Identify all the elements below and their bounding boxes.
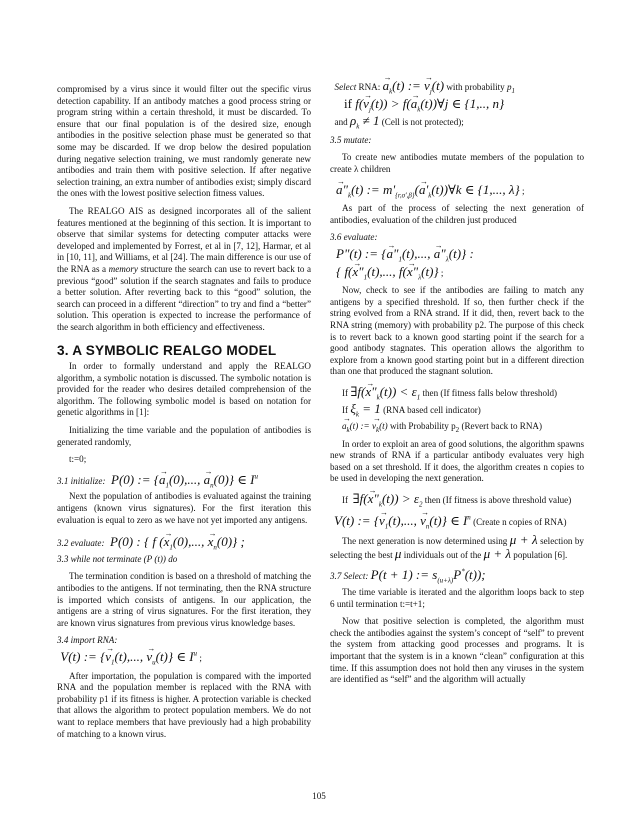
paragraph: To create new antibodies mutate members of the population to create λ children	[330, 152, 584, 174]
equation-copies	[334, 512, 584, 531]
paragraph: Now, check to see if the antibodies are failing to match any antigens by a specified threshold. If so, then further check if the string evolved from a RNA strand. If it did, then, revert back to the RNA string (memory) with probability p2. The purpose of this check is to revert back to a known good starting point if the search for a good antibody stagnates. This operation allows the algorithm to explore from a known good starting point but in a different direction than one that produced the stagnant solution.	[330, 285, 584, 377]
equation: → $a_k(t)$ := → $v_k(t)$	[342, 421, 388, 431]
text: with probability	[446, 82, 505, 92]
equation: ∃f(→ $x"_k(t)) > \varepsilon_2$	[353, 491, 423, 506]
equation: { $f(\to x"_1(t)$,..., $f(\to x"_\lambda(t)\}$	[336, 264, 439, 279]
text: The REALGO AIS as designed incorporates all of the salient features mentioned at the beginning of this section. It is important to observe that similar systems for detecting computer attacks were developed and implemented by Forrest, et al in [7, 12], Harmar, et al in [10, 11], and Williams, et al [24]. The main difference is our use of the RNA as a	[57, 205, 311, 274]
equation: P"(t) := {→ $a"_1(t)$,..., → $a"_\lambda(t)$} :	[336, 246, 474, 261]
step-label: 3.1 initialize:	[57, 475, 106, 486]
statement: t:=0;	[69, 454, 87, 465]
equation-import: V(t) := {→ $v_1(t)$,..., → $v_u(t)$} ∈ $I^u$ ;	[57, 651, 311, 665]
page-number: 105	[312, 791, 326, 801]
equation: $\xi_k = 1$	[350, 401, 381, 420]
step-label: 3.4 import RNA:	[57, 635, 118, 646]
paragraph: After importation, the population is compared with the imported RNA and the population member is replaced with the RNA with probability p1 if its fitness is higher. A protection variable is checked that allows the algorithm to protect population members. We do not want to replace members that have previously had a high probability of matching to a known virus.	[57, 670, 311, 739]
section-heading: 3. A SYMBOLIC REALGO MODEL	[57, 343, 277, 359]
equation-initialize	[57, 471, 311, 490]
text: memory	[108, 263, 138, 274]
text: The next generation is now determined using	[342, 536, 508, 547]
paragraph: As part of the process of selecting the next generation of antibodies, evaluation of the children just produced	[330, 203, 584, 225]
text: (Create n copies of RNA)	[473, 516, 567, 527]
equation: → $a_k(t)$ := → $v_j(t)$	[383, 78, 445, 93]
equation: $\rho_k \ne 1$	[349, 113, 380, 131]
paragraph: The time variable is iterated and the algorithm loops back to step 6 until termination t:=t+1;	[330, 587, 584, 609]
equation: if $f(\to v_j(t)) > f(\to$ $a_k(t))\forall j$ ∈ {1,.., n}	[344, 96, 504, 111]
condition-2: If $\xi_k = 1$ (RNA based cell indicator)	[342, 401, 481, 420]
paragraph: compromised by a virus since it would filter out the specific virus detection capability. If an antibody matches a good process string or program string within a certain threshold, it must be discarded. To ensure that our final population is of the desired size, enough antibodies in the positive selection phase must be generated so that some may be discarded. If we drop below the desired population during negative selection training, we must randomly generate new antibodies and train them with positive selection. If after negative selection training, an extra number of antibodies exist; simply discard the ones with the lowest positive selection fitness values.	[57, 84, 311, 199]
equation: ∃f(→ $x"_k(t)) < \varepsilon_1$	[350, 384, 420, 399]
equation-mutate: → $a"_k(t)$ := $m'_{\{r,\sigma',\beta\}}(\to$ $a'_k(t))\forall k$ ∈ {1,..., λ} ;	[336, 184, 584, 198]
text: (Cell is not protected);	[381, 117, 464, 128]
left-column	[57, 0, 311, 740]
paragraph: The next generation is now determined using μ + λ selection by selecting the best μ individuals out of the μ + λ population [6].	[330, 532, 584, 561]
paragraph: Now that positive selection is completed, the algorithm must check the antibodies against the system’s concept of “self” to prevent the system from attacking good processes and programs. It is important that the system is in a known “clean” configuration at this time. If this assumption does not hold then any viruses in the system are identified as “self” and the algorithm will actually	[330, 616, 584, 685]
step-label: 3.7 Select:	[330, 571, 369, 582]
paragraph: Next the population of antibodies is evaluated against the training antigens (known virus signatures). For the first iteration this evaluation is equal to zero as we have not yet imported any antigens.	[57, 491, 311, 525]
paragraph: In order to formally understand and apply the REALGO algorithm, a symbolic notation is discussed. The symbolic notation is provided for the reader who desires detailed comprehension of the algorithm. The following symbolic model is based on notation for genetic algorithms in [1]:	[57, 361, 311, 418]
equation-evaluate	[57, 536, 311, 550]
equation: P(0) := {→ $a_1(0)$,..., → $a_n(0)$} ∈ $I^u$	[108, 472, 258, 487]
equation: V(t) := {→ $v_1(t)$,..., → $v_n(t)$} ∈ $I^n$	[334, 513, 471, 528]
equation: → $a"_k(t)$ := $m'_{\{r,\sigma',\beta\}}(\to$ $a'_k(t))\forall k$ ∈ {1,..., λ}	[336, 182, 520, 197]
text: Select	[334, 82, 357, 92]
text: and	[334, 117, 348, 128]
text: structure the search can use to revert back to a previous “good” solution if the search stagnates and fails to produce a better solution. After reverting back to this “good” solution, the search can proceed in a different “direction” to try and find a “better” solution. This operation is expected to increase the performance of the search algorithm in both efficiency and effectiveness.	[57, 263, 311, 332]
step-label: 3.5 mutate:	[330, 134, 372, 145]
step-label: 3.3 while not terminate (P (t)) do	[57, 553, 178, 564]
condition-3: → $a_k(t)$ := → $v_k(t)$ with Probability $p_2$ (Revert back to RNA)	[342, 421, 584, 433]
text: then (If fitness is above threshold value)	[424, 495, 572, 506]
text: population [6].	[513, 549, 568, 560]
equation-select	[330, 569, 584, 583]
text: (Revert back to RNA)	[461, 421, 543, 432]
paragraph: Initializing the time variable and the population of antibodies is generated randomly,	[57, 425, 311, 447]
text: RNA:	[358, 82, 381, 92]
equation-evaluate-children	[336, 245, 584, 264]
equation-and	[330, 115, 584, 129]
step-label: 3.6 evaluate:	[330, 232, 378, 243]
paragraph	[57, 206, 311, 334]
text: then (If fitness falls below threshold)	[422, 387, 558, 398]
equation: V(t) := {→ $v_1(t)$,..., → $v_u(t)$} ∈ $I^u$	[57, 649, 197, 664]
equation-if	[344, 95, 584, 114]
equation: P(0) : { f (→ $x_1(0)$,..., → $x_n(0)$} ;	[107, 534, 245, 549]
text: selection by selecting the best	[330, 536, 584, 560]
condition-4: If ∃f(→ $x"_k(t)) > \varepsilon_2$ then (If fitness is above threshold value)	[342, 493, 584, 507]
paragraph: The termination condition is based on a threshold of matching the antibodies to the antigens. If not terminating, then the RNA structure is imported which consists of antigens. In our application, the antigens are a string of virus signatures. For the first iteration, they are known virus signatures from previous virus knowledge bases.	[57, 571, 311, 628]
text: individuals out of the	[403, 549, 482, 560]
text: with Probability p	[389, 421, 456, 432]
equation-select-rna: Select RNA: → $a_k(t)$ := → $v_j(t)$ with probability $p_1$	[330, 80, 584, 94]
text: (RNA based cell indicator)	[383, 405, 481, 416]
condition-1: If ∃f(→ $x"_k(t)) < \varepsilon_1$ then (If fitness falls below threshold)	[342, 386, 584, 400]
equation-evaluate-children-2: { $f(\to x"_1(t)$,..., $f(\to x"_\lambda(t)\}$ ;	[336, 266, 584, 280]
step-label: 3.2 evaluate:	[57, 538, 105, 549]
right-column	[330, 0, 584, 686]
equation: P(t + 1) := $s_{(u+\lambda)}P^*(t)$);	[370, 567, 486, 585]
paragraph: In order to exploit an area of good solutions, the algorithm spawns new strands of RNA if a particular antibody evaluates very high based on a set threshold. If it does, the algorithm creates n copies to be used in developing the next generation.	[330, 438, 584, 484]
